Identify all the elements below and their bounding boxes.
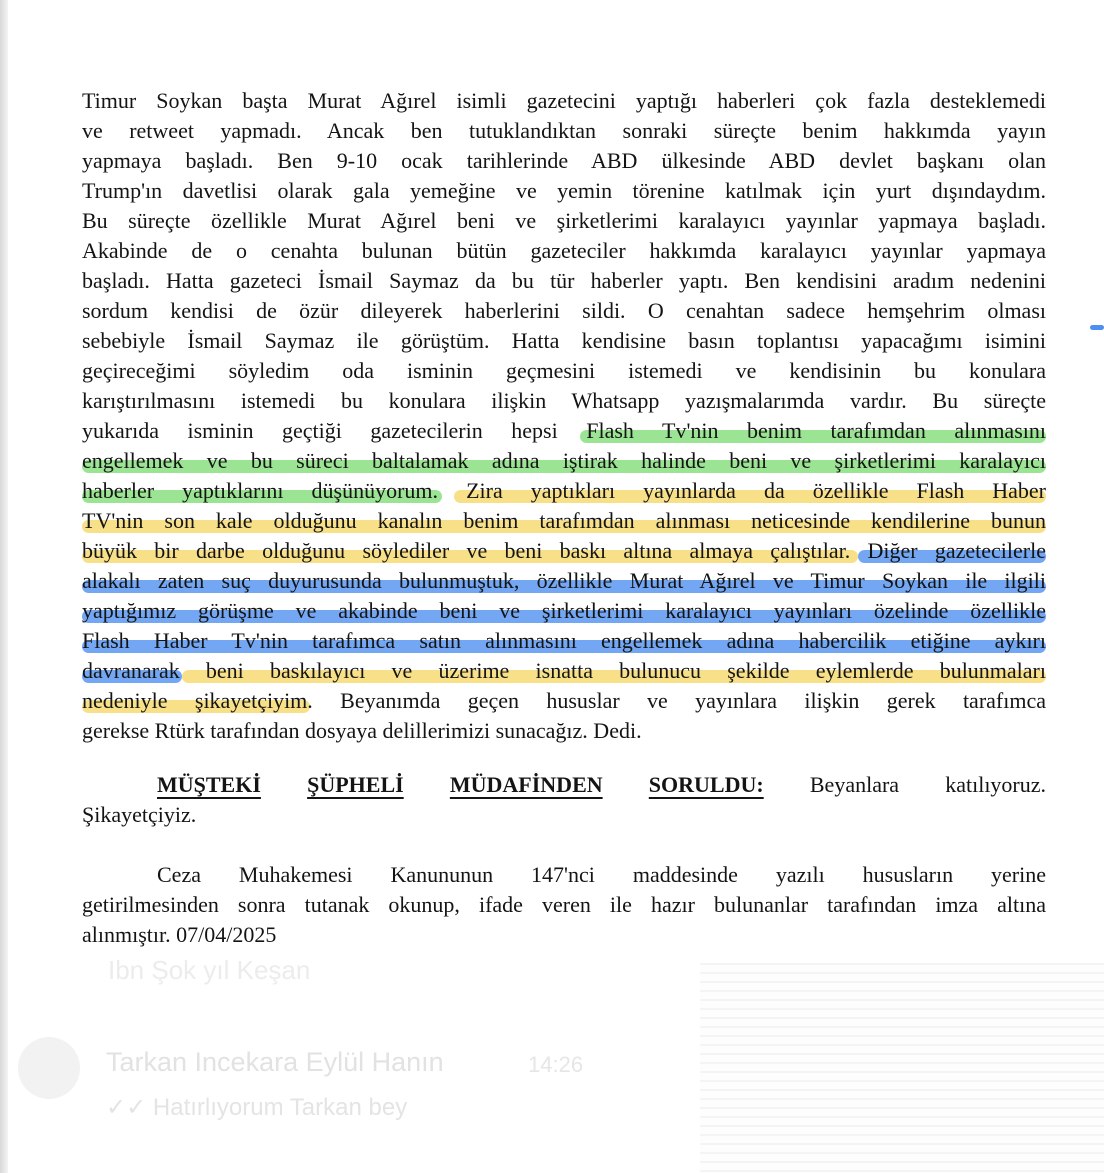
avatar — [18, 1037, 80, 1099]
text-line — [82, 146, 1046, 176]
text-line — [82, 176, 1046, 206]
date-text: alınmıştır. 07/04/2025 — [82, 922, 277, 947]
statement-paragraph — [82, 86, 1046, 746]
text-line — [82, 920, 1046, 950]
text-line-highlighted — [82, 626, 1046, 656]
line-text: haberler yaptıklarını düşünüyorum. Zira yaptıkları yayınlarda da özellikle Flash Haber — [82, 478, 1046, 503]
question-word: MÜDAFİNDEN — [449, 772, 603, 797]
faded-chat-overlay — [0, 955, 1104, 1173]
question-paragraph — [82, 770, 1046, 830]
text-line — [82, 266, 1046, 296]
text-line-highlighted — [82, 416, 1046, 446]
reply-text: ✓✓ Hatırlıyorum Tarkan bey — [106, 1094, 408, 1121]
line-text: Akabinde de o cenahta bulunan bütün gazeteciler hakkımda karalayıcı yayınlar yapmaya — [82, 238, 1046, 263]
line-text: karıştırılmasını istemedi bu konulara ilişkin Whatsapp yazışmalarımda vardır. Bu süreçte — [82, 388, 1046, 413]
line-text: davranarak beni baskılayıcı ve üzerime isnatta bulunucu şekilde eylemlerde bulunmaları — [82, 658, 1046, 683]
line-text: engellemek ve bu süreci baltalamak adına iştirak halinde beni ve şirketlerimi karalayıcı — [82, 448, 1046, 473]
line-text: geçireceğimi söyledim oda isminin geçmesini istemedi ve kendisinin bu konulara — [82, 358, 1046, 383]
line-text: yapmaya başladı. Ben 9-10 ocak tarihlerinde ABD ülkesinde ABD devlet başkanı olan — [82, 148, 1046, 173]
text-line — [82, 116, 1046, 146]
closing-paragraph — [82, 860, 1046, 950]
question-word: ŞÜPHELİ — [307, 772, 404, 797]
line-text: getirilmesinden sonra tutanak okunup, ifade veren ile hazır bulunanlar tarafından imza altına — [82, 892, 1046, 917]
faded-message-text: Ibn Şok yıl Keşan — [108, 955, 311, 985]
message-time: 14:26 — [528, 1052, 584, 1077]
text-line — [82, 206, 1046, 236]
text-line-highlighted — [82, 686, 1046, 716]
line-text: Flash Haber Tv'nin tarafımca satın alınmasını engellemek adına habercilik etiğine aykırı — [82, 628, 1046, 653]
text-line — [82, 890, 1046, 920]
text-line — [82, 236, 1046, 266]
spacer — [82, 830, 1046, 860]
text-line — [82, 326, 1046, 356]
line-text: sebebiyle İsmail Saymaz ile görüştüm. Hatta kendisine basın toplantısı yapacağımı isimini — [82, 328, 1046, 353]
line-text: Trump'ın davetlisi olarak gala yemeğine ve yemin törenine katılmak için yurt dışındaydım. — [82, 178, 1046, 203]
line-text: sordum kendisi de özür dileyerek haberlerini sildi. O cenahtan sadece hemşehrim olması — [82, 298, 1046, 323]
text-line — [82, 356, 1046, 386]
question-word: SORULDU: — [648, 772, 764, 797]
text-line-highlighted — [82, 596, 1046, 626]
text-line-highlighted — [82, 506, 1046, 536]
text-line — [82, 800, 1046, 830]
line-text: TV'nin son kale olduğunu kanalın benim tarafımdan alınması neticesinde kendilerine bunun — [82, 508, 1046, 533]
spacer — [82, 746, 1046, 770]
text-line-highlighted — [82, 446, 1046, 476]
line-text: Timur Soykan başta Murat Ağırel isimli gazetecini yaptığı haberleri çok fazla desteklemedi — [82, 88, 1046, 113]
question-word: MÜŞTEKİ — [157, 772, 261, 797]
text-line — [82, 86, 1046, 116]
text-line — [82, 860, 1046, 890]
line-text: Ceza Muhakemesi Kanununun 147'nci maddesinde yazılı hususların yerine — [157, 862, 1046, 887]
answer-text: Beyanlara katılıyoruz. — [809, 772, 1047, 797]
answer-text: Şikayetçiyiz. — [82, 802, 197, 827]
text-line — [82, 770, 1046, 800]
line-text: gerekse Rtürk tarafından dosyaya delillerimizi sunacağız. Dedi. — [82, 718, 642, 743]
line-text: nedeniyle şikayetçiyim. Beyanımda geçen hususlar ve yayınlara ilişkin gerek tarafımca — [82, 688, 1046, 713]
text-line — [82, 386, 1046, 416]
text-line — [82, 716, 1046, 746]
pen-mark — [1090, 325, 1104, 330]
text-line — [82, 296, 1046, 326]
document-page — [82, 86, 1046, 950]
line-text: ve retweet yapmadı. Ancak ben tutuklandıktan sonraki süreçte benim hakkımda yayın — [82, 118, 1046, 143]
line-text: Bu süreçte özellikle Murat Ağırel beni ve şirketlerimi karalayıcı yayınlar yapmaya başladı. — [82, 208, 1046, 233]
text-line-highlighted — [82, 476, 1046, 506]
sender-name: Tarkan Incekara Eylül Hanın — [106, 1047, 444, 1077]
line-text: büyük bir darbe olduğunu söylediler ve beni baskı altına almaya çalıştılar. Diğer gazetecilerle — [82, 538, 1046, 563]
line-text: alakalı zaten suç duyurusunda bulunmuştuk, özellikle Murat Ağırel ve Timur Soykan ile ilgili — [82, 568, 1046, 593]
text-line-highlighted — [82, 536, 1046, 566]
line-text: yaptığımız görüşme ve akabinde beni ve şirketlerimi karalayıcı yayınları özelinde özellikle — [82, 598, 1046, 623]
document-thumbnail — [700, 963, 1104, 1173]
line-text: başladı. Hatta gazeteci İsmail Saymaz da bu tür haberler yaptı. Ben kendisini aradım nedenini — [82, 268, 1046, 293]
text-line-highlighted — [82, 566, 1046, 596]
line-text: yukarıda isminin geçtiği gazetecilerin hepsi Flash Tv'nin benim tarafımdan alınmasını — [82, 418, 1046, 443]
text-line-highlighted — [82, 656, 1046, 686]
